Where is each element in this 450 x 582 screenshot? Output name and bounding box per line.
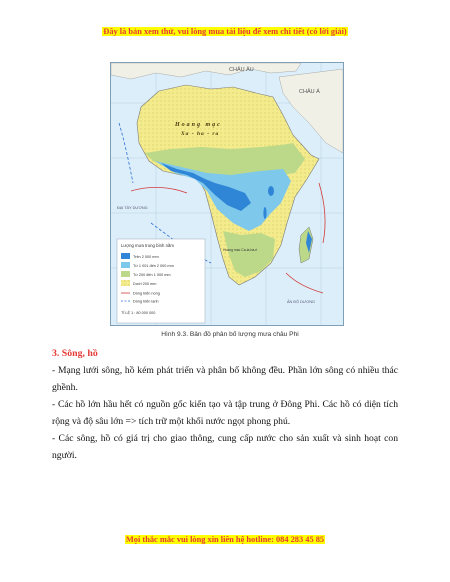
preview-notice-text: Đây là bản xem thử, vui lòng mua tài liệu để xem chi tiết (có lời giải) [103, 27, 347, 36]
label-indian-ocean: ẤN ĐỘ DƯƠNG [287, 300, 316, 304]
label-europe: CHÂU ÂU [229, 67, 254, 73]
label-kalahari: Hoang mạc Ca-la-ha-ri [223, 248, 258, 252]
hotline-text: Mọi thắc mắc vui lòng xin liên hệ hotline: 084 283 45 85 [125, 535, 325, 544]
paragraph-1: - Mạng lưới sông, hồ kém phát triển và phân bố không đều. Phần lớn sông có nhiều thác ghềnh. [52, 365, 398, 393]
label-asia: CHÂU Á [299, 89, 320, 95]
label-sahara-line1: Hoang mạc [175, 122, 222, 128]
section-content [52, 345, 398, 464]
section-heading: 3. Sông, hồ [52, 348, 98, 359]
legend-item-4: Dưới 200 mm [133, 282, 157, 286]
map-svg [111, 63, 343, 325]
label-sahara-line2: Xa - ha - ra [181, 131, 220, 137]
figure-caption: Hình 9.3. Bản đồ phân bố lượng mưa châu Phi [161, 331, 299, 338]
legend-item-1: Trên 2 000 mm [133, 255, 159, 259]
legend-item-6: Dòng biển lạnh [133, 299, 159, 304]
paragraph-3: - Các sông, hồ có giá trị cho giao thông, cung cấp nước cho sản xuất và sinh hoạt con người. [52, 433, 398, 461]
hotline-banner [0, 535, 450, 544]
preview-notice-banner [0, 27, 450, 36]
legend-item-3: Từ 200 đến 1 000 mm [133, 273, 171, 277]
paragraph-2: - Các hồ lớn hầu hết có nguồn gốc kiến tạo và tập trung ở Đông Phi. Các hồ có diện tích rộng và độ sâu lớn => tích trữ một khối nước ngọt phong phú. [52, 399, 398, 427]
africa-rainfall-map [110, 62, 344, 326]
map-scale: TỈ LỆ 1 : 80 000 000 [121, 311, 156, 315]
legend-item-2: Từ 1 001 đến 2 000 mm [133, 264, 174, 268]
map-legend [117, 239, 205, 323]
label-atlantic: ĐẠI TÂY DƯƠNG [117, 206, 148, 210]
legend-item-5: Dòng biển nóng [133, 291, 160, 296]
legend-title: Lượng mưa trung bình năm [121, 243, 174, 248]
